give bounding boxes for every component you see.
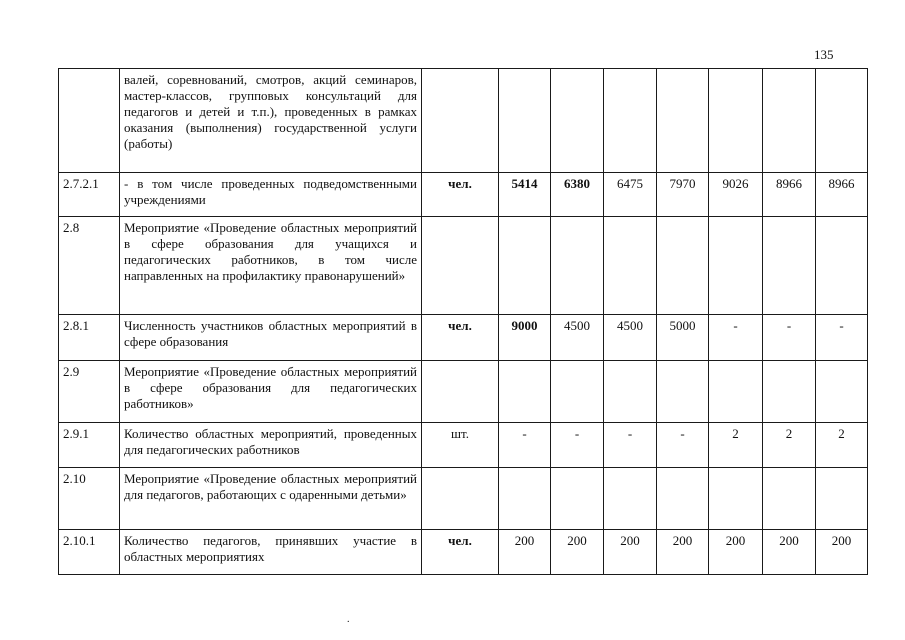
row-value: 4500	[551, 315, 604, 361]
row-value: 200	[816, 530, 868, 575]
row-value: -	[763, 315, 816, 361]
row-value: 8966	[763, 173, 816, 217]
row-value: -	[604, 423, 657, 468]
footer-mark: .	[347, 614, 350, 625]
row-value	[604, 69, 657, 173]
row-unit	[422, 468, 499, 530]
row-value: 8966	[816, 173, 868, 217]
row-number: 2.10	[59, 468, 120, 530]
row-value	[763, 361, 816, 423]
row-value	[763, 217, 816, 315]
row-description: - в том числе проведенных подведомственными учреждениями	[120, 173, 422, 217]
row-value: 200	[709, 530, 763, 575]
row-value	[551, 217, 604, 315]
row-value	[657, 217, 709, 315]
row-value	[709, 361, 763, 423]
row-value	[657, 69, 709, 173]
row-description: Мероприятие «Проведение областных мероприятий в сфере образования для педагогических работников»	[120, 361, 422, 423]
row-value: 200	[657, 530, 709, 575]
row-value: 2	[709, 423, 763, 468]
row-value	[551, 468, 604, 530]
row-value: -	[657, 423, 709, 468]
row-unit	[422, 69, 499, 173]
row-value	[816, 217, 868, 315]
row-value: -	[551, 423, 604, 468]
row-value	[499, 361, 551, 423]
row-value: 200	[763, 530, 816, 575]
row-number: 2.8	[59, 217, 120, 315]
row-number	[59, 69, 120, 173]
row-value: -	[709, 315, 763, 361]
table-row	[59, 530, 868, 575]
row-number: 2.10.1	[59, 530, 120, 575]
row-value: 7970	[657, 173, 709, 217]
table-row	[59, 173, 868, 217]
row-value	[657, 361, 709, 423]
row-value	[816, 468, 868, 530]
row-value: 9000	[499, 315, 551, 361]
row-description: Мероприятие «Проведение областных мероприятий в сфере образования для учащихся и педагогических работников, в том числе направленных на профилактику правонарушений»	[120, 217, 422, 315]
row-value: 9026	[709, 173, 763, 217]
row-value	[604, 217, 657, 315]
row-value	[816, 361, 868, 423]
row-value	[499, 217, 551, 315]
row-unit	[422, 217, 499, 315]
row-value: 2	[816, 423, 868, 468]
table-row	[59, 217, 868, 315]
row-description: валей, соревнований, смотров, акций семинаров, мастер-классов, групповых консультаций для педагогов и детей и т.п.), проведенных в рамках оказания (выполнения) государственной услуги (работы)	[120, 69, 422, 173]
row-unit	[422, 361, 499, 423]
row-value	[657, 468, 709, 530]
table-row	[59, 315, 868, 361]
row-description: Количество областных мероприятий, проведенных для педагогических работников	[120, 423, 422, 468]
row-value	[499, 69, 551, 173]
row-value	[763, 468, 816, 530]
row-value: 4500	[604, 315, 657, 361]
row-value: 200	[551, 530, 604, 575]
row-value: 5414	[499, 173, 551, 217]
row-value: 2	[763, 423, 816, 468]
row-number: 2.9	[59, 361, 120, 423]
row-value: 6380	[551, 173, 604, 217]
row-value	[709, 468, 763, 530]
row-description: Численность участников областных мероприятий в сфере образования	[120, 315, 422, 361]
row-description: Количество педагогов, принявших участие в областных мероприятиях	[120, 530, 422, 575]
row-value: 200	[604, 530, 657, 575]
row-number: 2.9.1	[59, 423, 120, 468]
row-value	[604, 468, 657, 530]
row-unit: шт.	[422, 423, 499, 468]
row-unit: чел.	[422, 173, 499, 217]
row-value	[763, 69, 816, 173]
row-value	[499, 468, 551, 530]
row-unit: чел.	[422, 530, 499, 575]
row-value	[551, 361, 604, 423]
page-number: 135	[814, 47, 834, 62]
table-row	[59, 361, 868, 423]
row-value	[709, 69, 763, 173]
row-value: -	[816, 315, 868, 361]
row-value	[604, 361, 657, 423]
table-row	[59, 69, 868, 173]
row-number: 2.7.2.1	[59, 173, 120, 217]
row-description: Мероприятие «Проведение областных мероприятий для педагогов, работающих с одаренными детьми»	[120, 468, 422, 530]
row-value: 5000	[657, 315, 709, 361]
row-value: 6475	[604, 173, 657, 217]
table-row	[59, 468, 868, 530]
row-value	[551, 69, 604, 173]
row-value: -	[499, 423, 551, 468]
row-value	[816, 69, 868, 173]
table-row	[59, 423, 868, 468]
indicator-table	[58, 68, 868, 575]
row-value: 200	[499, 530, 551, 575]
row-value	[709, 217, 763, 315]
row-unit: чел.	[422, 315, 499, 361]
row-number: 2.8.1	[59, 315, 120, 361]
